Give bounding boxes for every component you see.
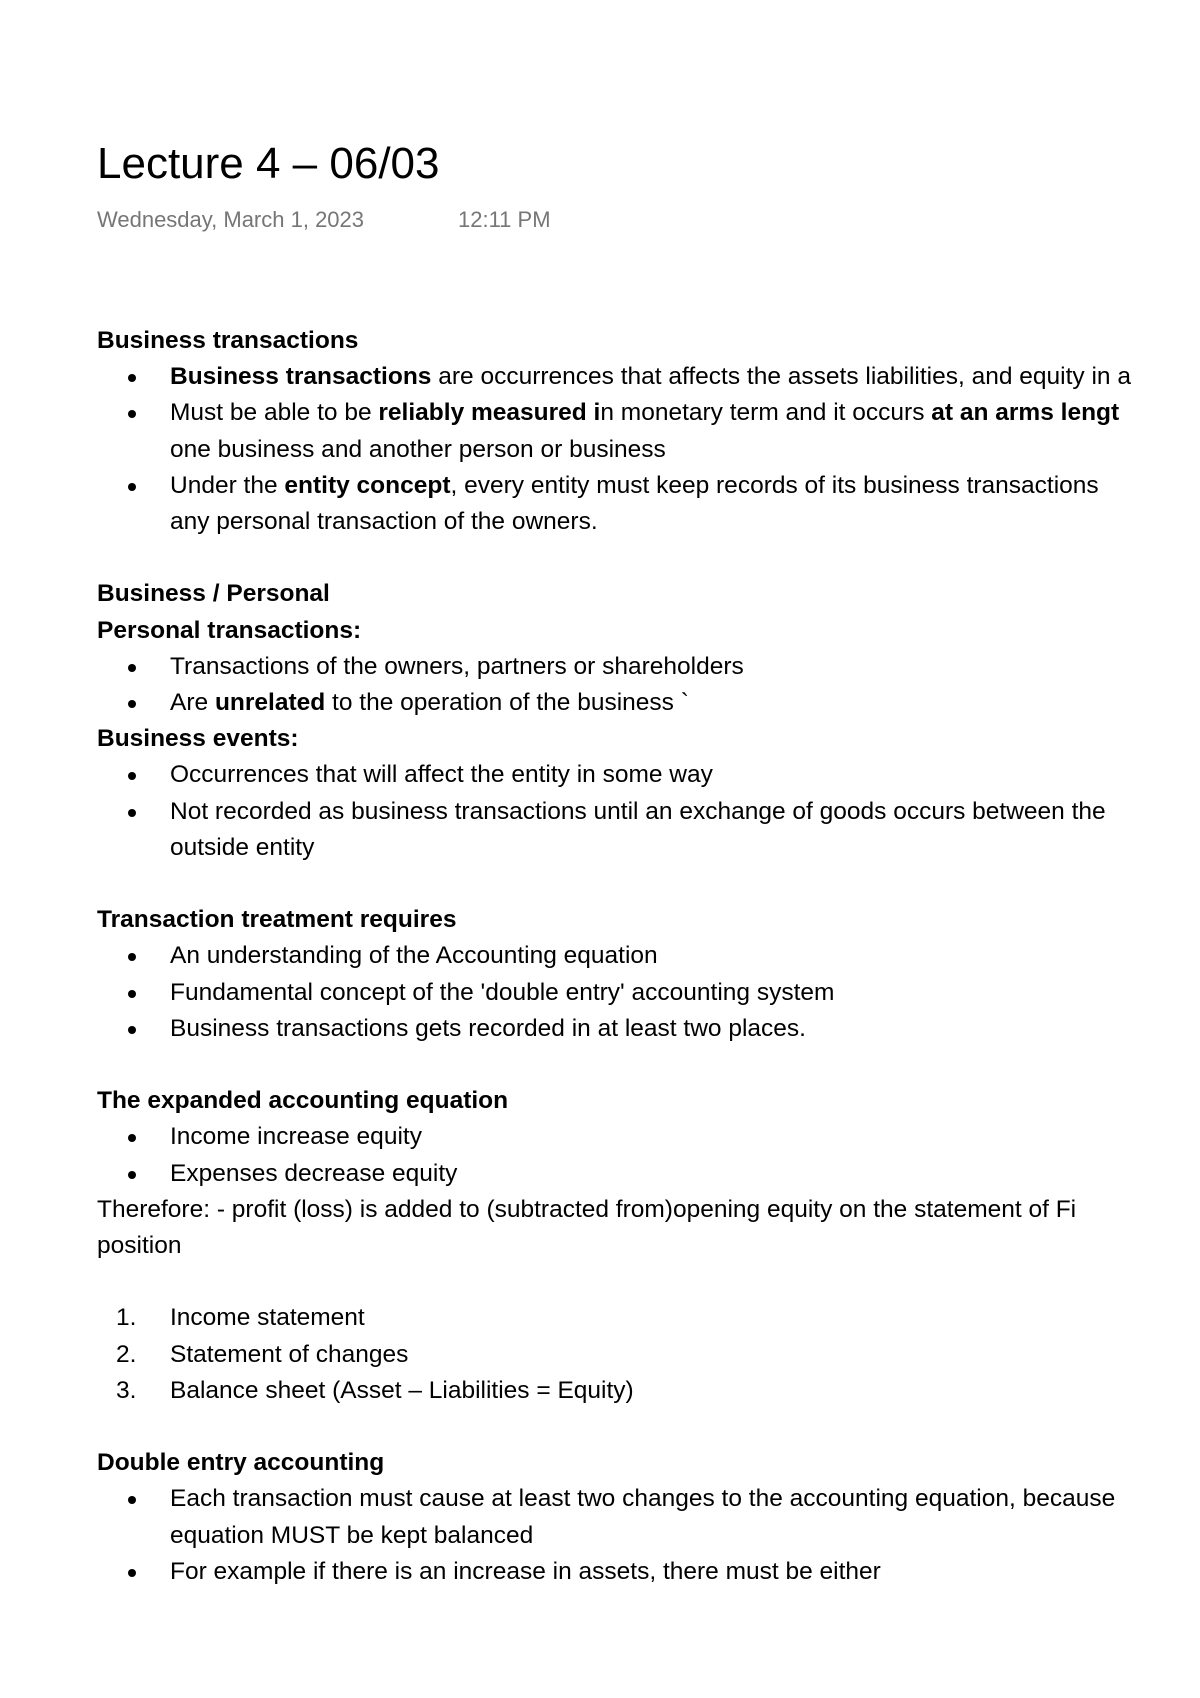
paragraph-therefore-continuation: position [97,1232,182,1260]
plain-text: to the operation of the business ` [325,689,689,717]
numbered-item [97,1373,1200,1409]
list-item-text: Not recorded as business transactions until an exchange of goods occurs between the [170,797,1106,825]
list-item-continuation: one business and another person or business [170,435,666,463]
bold-text: at an arms lengt [931,399,1120,427]
list-item [97,395,1200,467]
plain-text: n monetary term and it occurs [600,399,932,427]
list-item-text [170,685,1200,721]
list-item-text: Income increase equity [170,1123,422,1151]
bold-text: reliably measured i [378,399,601,427]
subheading-personal-transactions: Personal transactions: [97,616,362,644]
bold-text: Business transactions [170,363,432,391]
bullet-list [97,938,1200,1047]
list-item [97,1554,1200,1590]
section-heading-business-transactions: Business transactions [97,327,359,354]
list-item [97,1011,1200,1047]
bold-text: entity concept [284,471,451,499]
list-item-text: An understanding of the Accounting equation [170,942,658,970]
page-date: Wednesday, March 1, 2023 [97,207,365,232]
list-number: 2. [116,1340,137,1368]
list-item [97,1481,1200,1553]
list-item-text: Fundamental concept of the 'double entry' accounting system [170,978,835,1006]
section-heading-transaction-treatment: Transaction treatment requires [97,906,457,934]
plain-text: , every entity must keep records of its business transactions [450,471,1099,499]
plain-text: are occurrences that affects the assets liabilities, and equity in a [431,363,1131,391]
list-item-text: Balance sheet (Asset – Liabilities = Equity) [170,1376,634,1404]
list-item-text [170,468,1200,504]
list-item-text: Income statement [170,1304,365,1332]
list-item [97,685,1200,721]
bold-text: unrelated [214,689,326,717]
page-time: 12:11 PM [458,207,551,232]
section-heading-expanded-equation: The expanded accounting equation [97,1087,509,1115]
list-item-text: Transactions of the owners, partners or shareholders [170,652,744,680]
plain-text: Are [170,689,215,717]
bullet-list [97,1481,1200,1590]
list-item-text: Expenses decrease equity [170,1159,458,1187]
list-item-continuation: any personal transaction of the owners. [170,508,598,536]
numbered-item [97,1300,1200,1336]
list-item-text: For example if there is an increase in assets, there must be either [170,1557,881,1585]
list-item-text: Each transaction must cause at least two changes to the accounting equation, because [170,1485,1116,1513]
list-number: 1. [116,1304,137,1332]
list-item-text: Occurrences that will affect the entity in some way [170,761,713,789]
paragraph-therefore: Therefore: - profit (loss) is added to (subtracted from)opening equity on the statement of Fi [97,1195,1077,1223]
list-item [97,757,1200,793]
list-item [97,359,1200,395]
subheading-business-events: Business events: [97,725,299,753]
list-item-text: Statement of changes [170,1340,409,1368]
list-item [97,1156,1200,1192]
section-heading-business-personal: Business / Personal [97,580,330,608]
plain-text: Must be able to be [170,399,379,427]
numbered-item [97,1337,1200,1373]
spacer [97,866,1200,902]
list-item-continuation: outside entity [170,833,315,861]
note-body [97,323,1200,1590]
list-number: 3. [116,1376,137,1404]
list-item [97,975,1200,1011]
plain-text: Under the [170,471,285,499]
list-item-text [170,359,1200,395]
list-item [97,649,1200,685]
spacer [97,1409,1200,1445]
list-item-text [170,395,1200,431]
numbered-list [97,1300,1200,1409]
spacer [97,1264,1200,1300]
list-item [97,468,1200,540]
page-title: Lecture 4 – 06/03 [97,139,440,188]
list-item-continuation: equation MUST be kept balanced [170,1521,534,1549]
bullet-list [97,359,1200,540]
list-item [97,1119,1200,1155]
bullet-list [97,757,1200,866]
spacer [97,540,1200,576]
spacer [97,1047,1200,1083]
list-item [97,794,1200,866]
bullet-list [97,649,1200,721]
list-item [97,938,1200,974]
section-heading-double-entry: Double entry accounting [97,1449,385,1477]
bullet-list [97,1119,1200,1191]
list-item-text: Business transactions gets recorded in at least two places. [170,1014,806,1042]
